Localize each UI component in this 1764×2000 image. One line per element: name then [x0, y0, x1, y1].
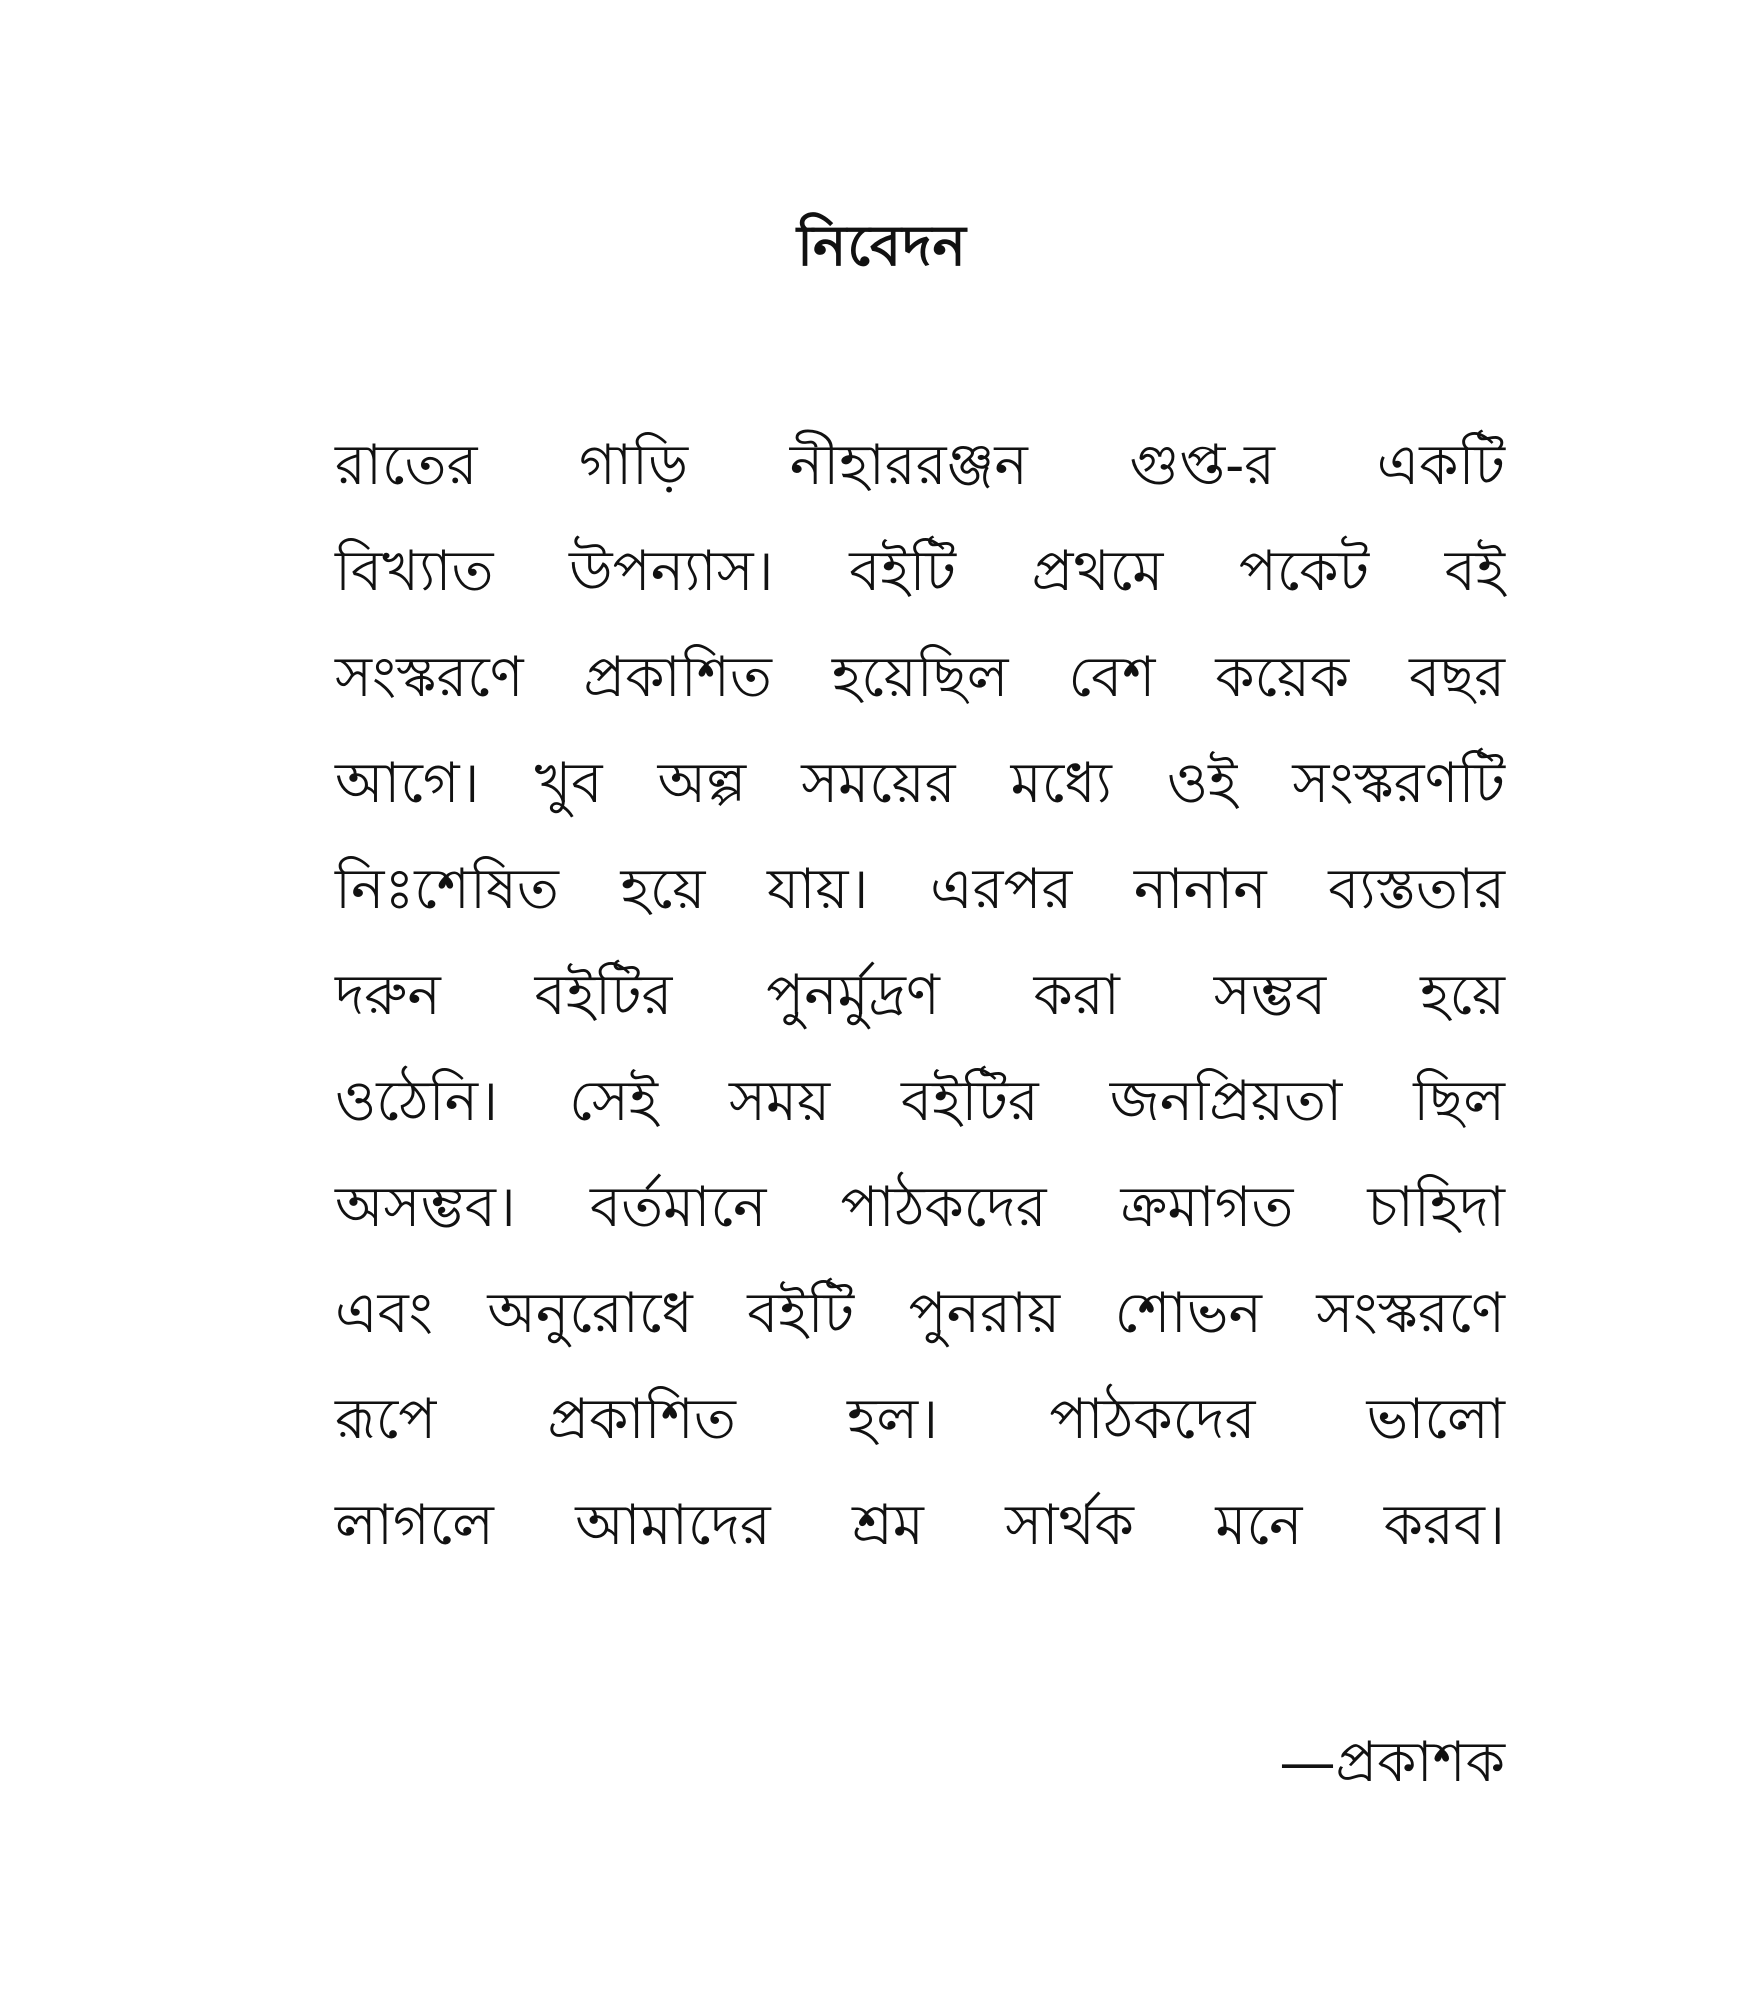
- body-line: লাগলে আমাদের শ্রম সার্থক মনে করব।: [335, 1493, 1505, 1558]
- body-line: ওঠেনি। সেই সময় বইটির জনপ্রিয়তা ছিল: [335, 1069, 1505, 1134]
- body-line: সংস্করণে প্রকাশিত হয়েছিল বেশ কয়েক বছর: [335, 645, 1505, 710]
- publisher-signature: —প্রকাশক: [1279, 1730, 1505, 1795]
- page-title: নিবেদন: [797, 213, 967, 279]
- body-line: আগে। খুব অল্প সময়ের মধ্যে ওই সংস্করণটি: [335, 751, 1505, 816]
- body-line: নিঃশেষিত হয়ে যায়। এরপর নানান ব্যস্ততার: [335, 857, 1505, 922]
- body-line: এবং অনুরোধে বইটি পুনরায় শোভন সংস্করণে: [335, 1281, 1505, 1346]
- body-line: অসম্ভব। বর্তমানে পাঠকদের ক্রমাগত চাহিদা: [335, 1175, 1505, 1240]
- body-line: রাতের গাড়ি নীহাররঞ্জন গুপ্ত-র একটি: [335, 433, 1505, 498]
- body-line: দরুন বইটির পুনর্মুদ্রণ করা সম্ভব হয়ে: [335, 963, 1505, 1028]
- preface-body: [335, 430, 1505, 1596]
- body-line: রূপে প্রকাশিত হল। পাঠকদের ভালো: [335, 1387, 1505, 1452]
- body-line: বিখ্যাত উপন্যাস। বইটি প্রথমে পকেট বই: [335, 539, 1505, 604]
